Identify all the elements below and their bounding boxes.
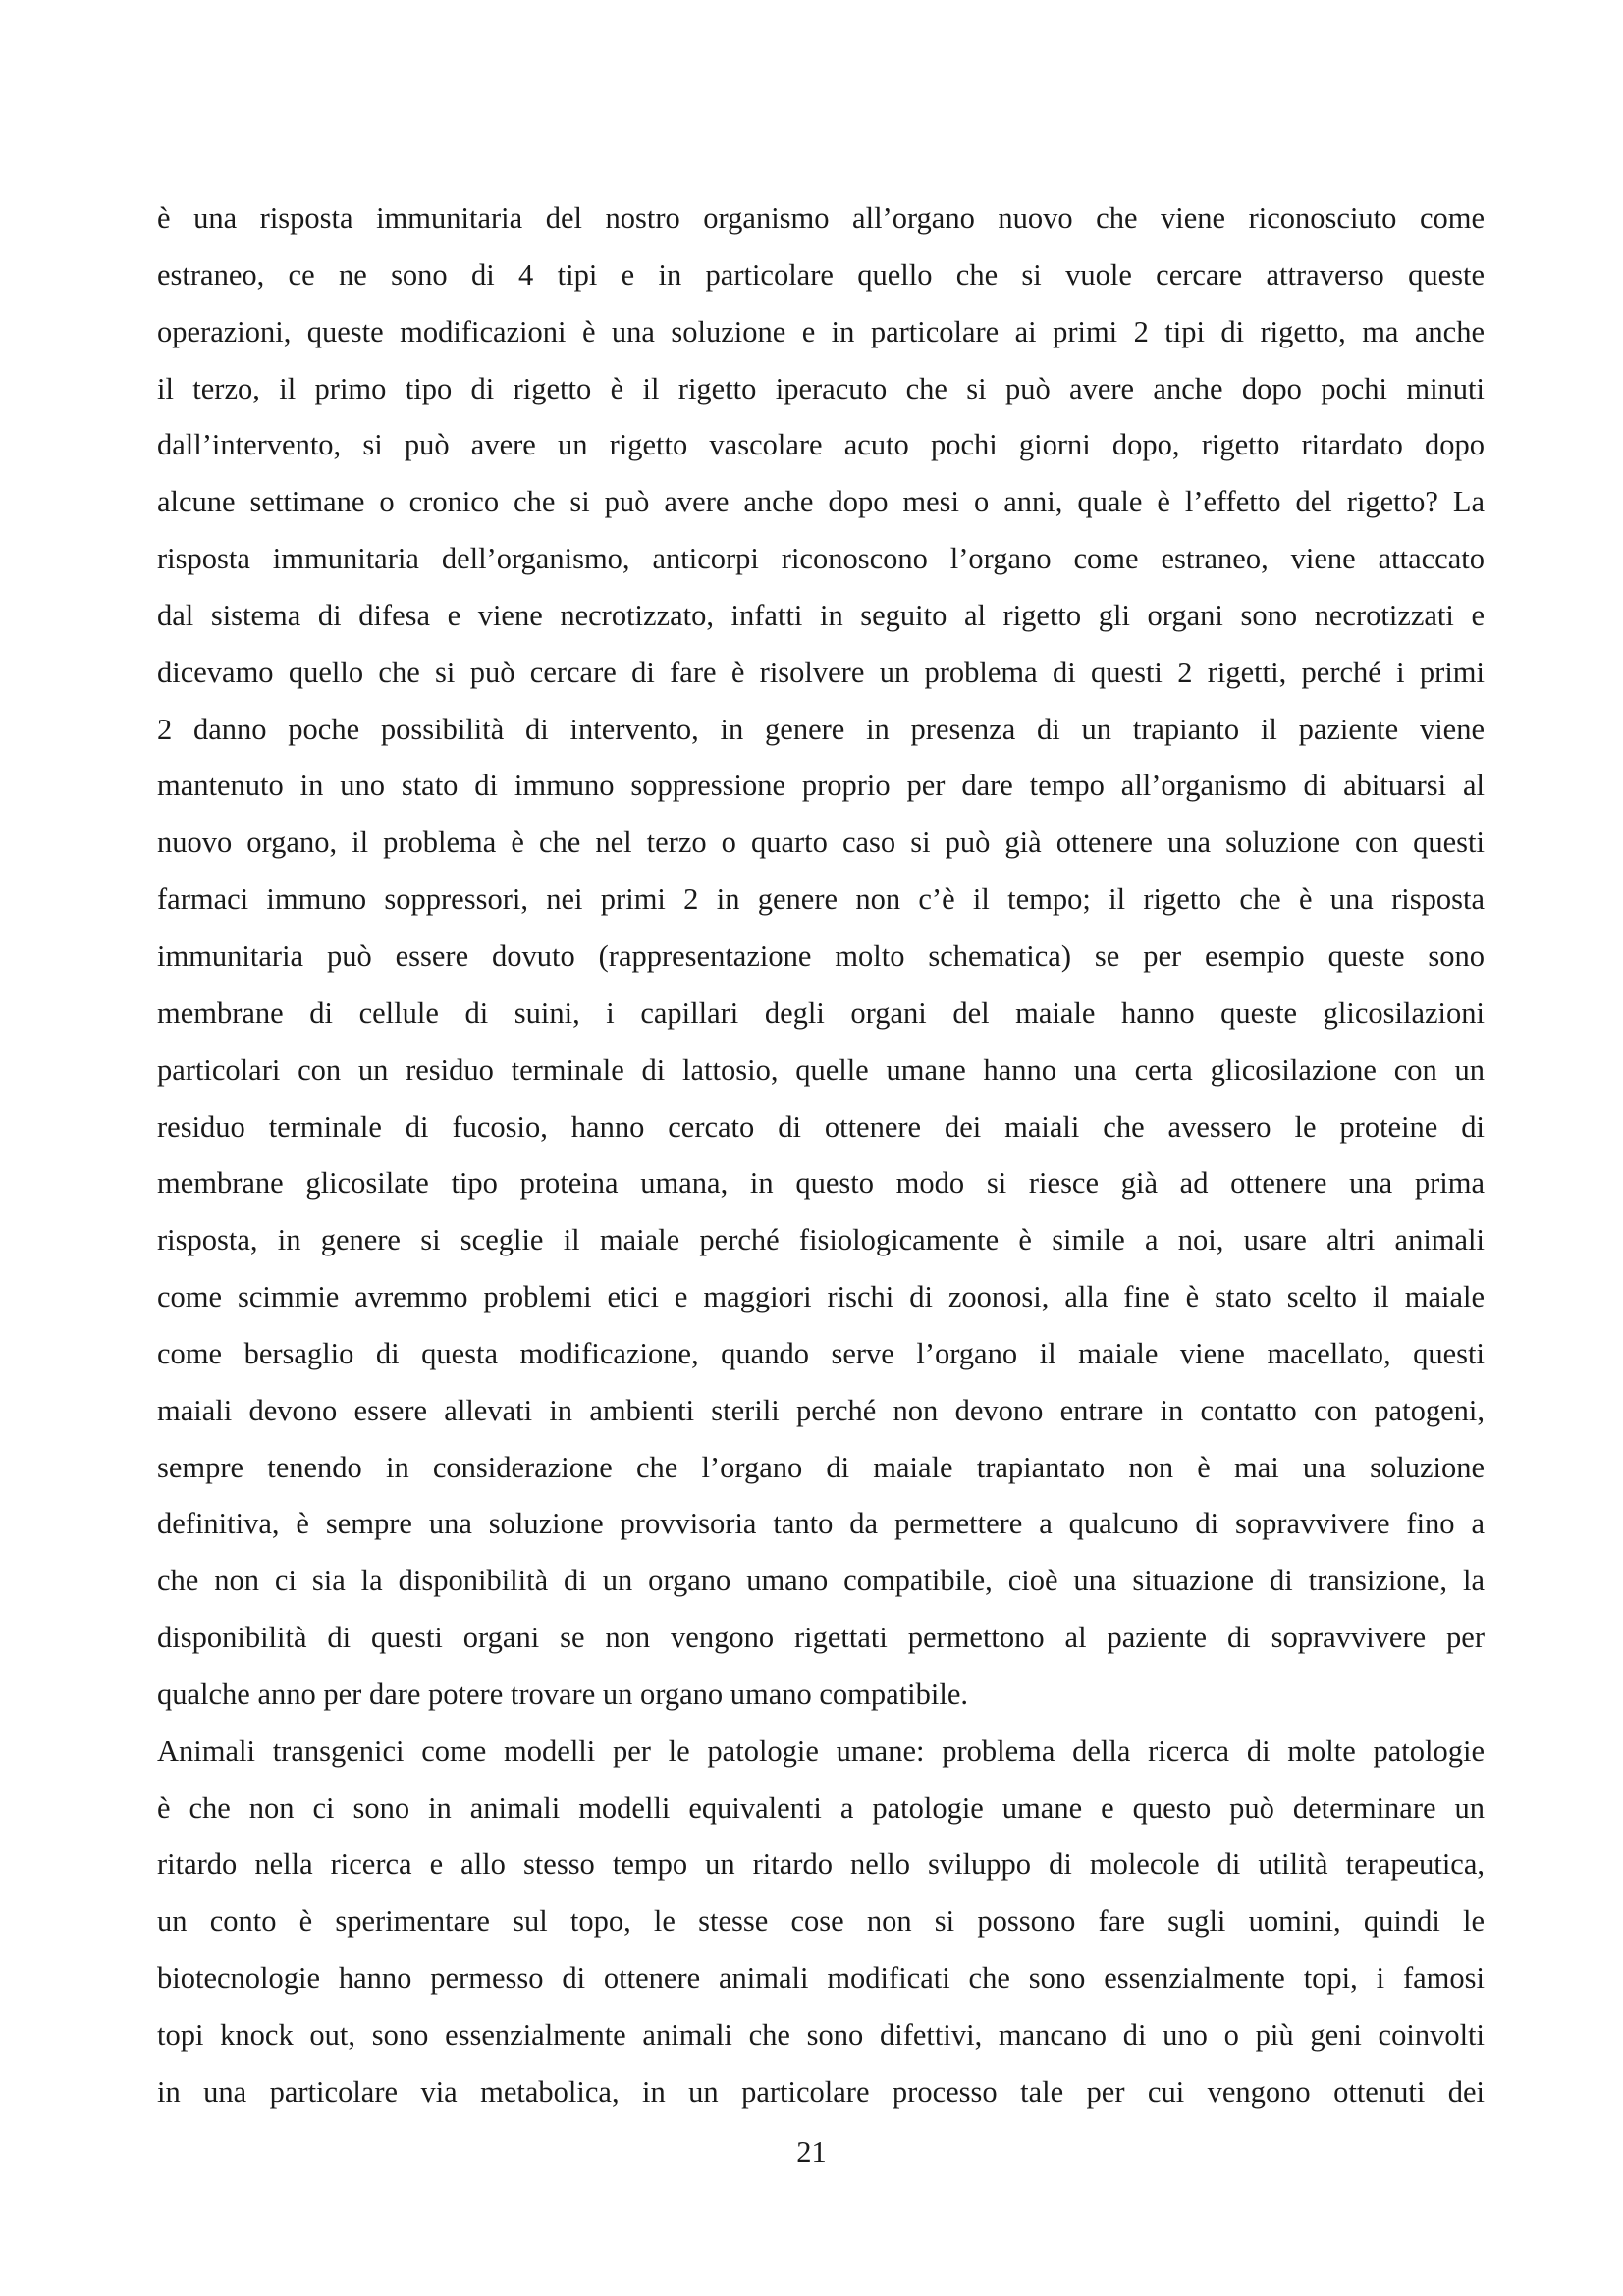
text-line: maiali devono essere allevati in ambienti sterili perché non devono entrare in contatto con patogeni, — [157, 1393, 1485, 1427]
text-line: come bersaglio di questa modificazione, quando serve l’organo il maiale viene macellato, questi — [157, 1336, 1485, 1370]
text-line: è una risposta immunitaria del nostro organismo all’organo nuovo che viene riconosciuto come — [157, 201, 1485, 235]
text-line: immunitaria può essere dovuto (rappresentazione molto schematica) se per esempio queste sono — [157, 938, 1485, 973]
text-line: mantenuto in uno stato di immuno soppressione proprio per dare tempo all’organismo di abituarsi al — [157, 769, 1485, 803]
body-text — [157, 190, 1485, 2121]
text-line: come scimmie avremmo problemi etici e maggiori rischi di zoonosi, alla fine è stato scelto il maiale — [157, 1280, 1485, 1314]
text-line: nuovo organo, il problema è che nel terzo o quarto caso si può già ottenere una soluzione con questi — [157, 826, 1485, 860]
text-line: estraneo, ce ne sono di 4 tipi e in particolare quello che si vuole cercare attraverso queste — [157, 257, 1485, 292]
text-line: Animali transgenici come modelli per le patologie umane: problema della ricerca di molte patologie — [157, 1734, 1485, 1768]
text-line: operazioni, queste modificazioni è una soluzione e in particolare ai primi 2 tipi di rigetto, ma anche — [157, 314, 1485, 348]
text-line: membrane di cellule di suini, i capillari degli organi del maiale hanno queste glicosilazioni — [157, 995, 1485, 1030]
text-line: 2 danno poche possibilità di intervento, in genere in presenza di un trapianto il paziente viene — [157, 712, 1485, 746]
page-number: 21 — [796, 2135, 827, 2168]
text-line: definitiva, è sempre una soluzione provvisoria tanto da permettere a qualcuno di sopravvivere fino a — [157, 1507, 1485, 1541]
text-line: dal sistema di difesa e viene necrotizzato, infatti in seguito al rigetto gli organi sono necrotizzati e — [157, 598, 1485, 632]
text-line: farmaci immuno soppressori, nei primi 2 in genere non c’è il tempo; il rigetto che è una risposta — [157, 882, 1485, 917]
text-line: topi knock out, sono essenzialmente animali che sono difettivi, mancano di uno o più geni coinvolti — [157, 2018, 1485, 2052]
text-line: che non ci sia la disponibilità di un organo umano compatibile, cioè una situazione di transizione, la — [157, 1564, 1485, 1598]
text-line: residuo terminale di fucosio, hanno cercato di ottenere dei maiali che avessero le proteine di — [157, 1109, 1485, 1144]
text-line: il terzo, il primo tipo di rigetto è il rigetto iperacuto che si può avere anche dopo pochi minuti — [157, 371, 1485, 405]
text-line: membrane glicosilate tipo proteina umana, in questo modo si riesce già ad ottenere una prima — [157, 1166, 1485, 1201]
text-line: dicevamo quello che si può cercare di fare è risolvere un problema di questi 2 rigetti, perché i primi — [157, 655, 1485, 689]
text-line: è che non ci sono in animali modelli equivalenti a patologie umane e questo può determinare un — [157, 1790, 1485, 1825]
text-line: in una particolare via metabolica, in un particolare processo tale per cui vengono ottenuti dei — [157, 2074, 1485, 2109]
text-line: un conto è sperimentare sul topo, le stesse cose non si possono fare sugli uomini, quindi le — [157, 1904, 1485, 1939]
text-line: sempre tenendo in considerazione che l’organo di maiale trapiantato non è mai una soluzione — [157, 1450, 1485, 1484]
text-line: disponibilità di questi organi se non vengono rigettati permettono al paziente di sopravvivere per — [157, 1621, 1485, 1655]
paragraph-last-line: qualche anno per dare potere trovare un organo umano compatibile. — [157, 1677, 969, 1711]
text-line: risposta immunitaria dell’organismo, anticorpi riconoscono l’organo come estraneo, viene attaccato — [157, 542, 1485, 576]
text-line: risposta, in genere si sceglie il maiale perché fisiologicamente è simile a noi, usare altri animali — [157, 1223, 1485, 1257]
text-line: biotecnologie hanno permesso di ottenere animali modificati che sono essenzialmente topi, i famosi — [157, 1961, 1485, 1996]
text-line: ritardo nella ricerca e allo stesso tempo un ritardo nello sviluppo di molecole di utilità terapeutica, — [157, 1847, 1485, 1882]
text-line: particolari con un residuo terminale di lattosio, quelle umane hanno una certa glicosilazione con un — [157, 1052, 1485, 1087]
text-line: dall’intervento, si può avere un rigetto vascolare acuto pochi giorni dopo, rigetto ritardato dopo — [157, 428, 1485, 462]
text-line: alcune settimane o cronico che si può avere anche dopo mesi o anni, quale è l’effetto del rigetto? La — [157, 485, 1485, 519]
